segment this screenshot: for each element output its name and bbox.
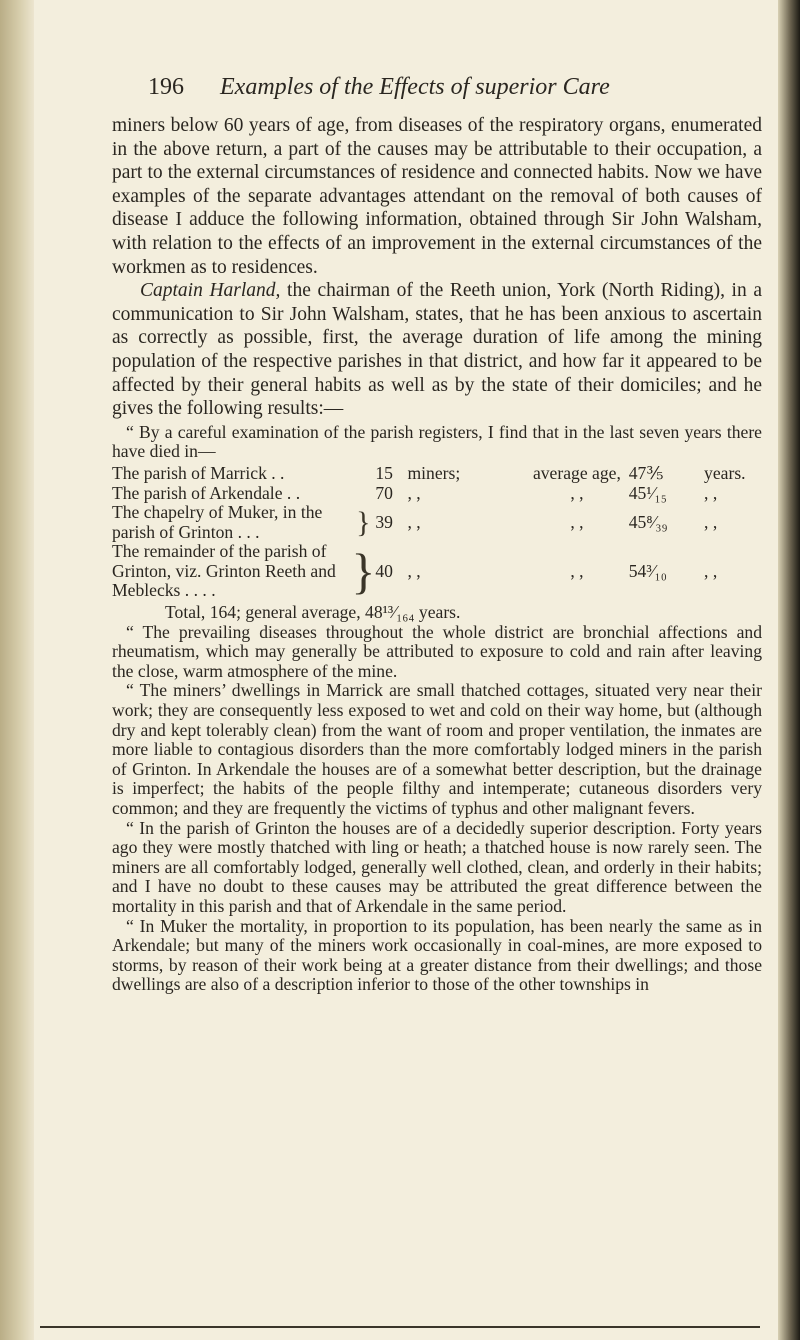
place-name: The parish of Marrick . . [112, 462, 285, 483]
age-unit: , , [704, 511, 718, 532]
count-word: miners; [407, 462, 461, 483]
place-name: The parish of Arkendale . . [112, 482, 301, 503]
table-row [112, 464, 762, 484]
muker-paragraph: “ In Muker the mortality, in proportion to its population, has been nearly the same as in Arkendale; but many of the miners work occasionally in coal-mines, are more exposed to storms, by reason of their work being at a greater distance from their dwellings; and those dwellings are also of a description inferior to those of the other townships in [112, 915, 762, 995]
table-total: Total, 164; general average, 48¹³⁄₁₆₄ years. [165, 602, 461, 623]
harland-text: the chairman of the Reeth union, York (North Riding), in a communication to Sir John Walsham, states, that he has been anxious to ascertain as correctly as possible, first, the average duration of life among the mining population of the respective parishes in that district, and how far it appeared to be affected by their general habits as well as by the state of their domiciles; and he gives the following results:— [112, 280, 762, 420]
count-word: , , [407, 560, 421, 581]
brace-mark: } [351, 542, 376, 599]
harland-name: Captain Harland, [140, 280, 281, 302]
place-name: The remainder of the parish of Grinton, viz. Grinton Reeth and Meblecks . . . . [112, 541, 336, 601]
average-age: 54³⁄₁₀ [628, 560, 667, 581]
running-header [148, 72, 708, 102]
page-body [112, 114, 762, 995]
average-label: , , [570, 511, 584, 532]
count-word: , , [407, 482, 421, 503]
count-word: , , [407, 511, 421, 532]
average-label: average age, [532, 462, 621, 483]
dwellings-paragraph: “ The miners’ dwellings in Marrick are small thatched cottages, situated very near their work; they are consequently less exposed to wet and cold on their way home, but (although dry and kept tolerably clean) from the want of room and proper ventilation, the inmates are more liable to contagious disorders than the more comfortably lodged miners in the parish of Grinton. In Arkendale the houses are of a somewhat better description, but the drainage is imperfect; the habits of the people filthy and intemperate; cutaneous disorders very common; and they are frequently the victims of typhus and other malignant fevers. [112, 680, 762, 818]
average-label: , , [570, 482, 584, 503]
harland-paragraph [112, 279, 762, 421]
page-number: 196 [148, 74, 184, 100]
death-count: 70 [375, 482, 393, 503]
average-label: , , [570, 560, 584, 581]
brace-mark: } [356, 505, 371, 539]
bottom-rule [40, 1326, 760, 1328]
age-unit: , , [704, 560, 718, 581]
running-title: Examples of the Effects of superior Care [220, 74, 610, 100]
age-unit: , , [704, 482, 718, 503]
table-row [112, 484, 762, 504]
death-count: 40 [375, 560, 393, 581]
diseases-paragraph: “ The prevailing diseases throughout the whole district are bronchial affections and rheumatism, which may generally be attributed to exposure to cold and rain after leaving the close, warm atmosphere of the mine. [112, 621, 762, 681]
death-count: 39 [375, 511, 393, 532]
grinton-paragraph: “ In the parish of Grinton the houses are of a decidedly superior description. Forty years ago they were mostly thatched with ling or heath; a thatched house is now rarely seen. The miners are all comfortably lodged, generally well clothed, clean, and orderly in their habits; and I have no doubt to these causes may be attributed the great difference between the mortality in this parish and that of Arkendale in the same period. [112, 817, 762, 916]
average-age: 45¹⁄₁₅ [628, 482, 667, 503]
table-row [112, 503, 762, 542]
quoted-text [112, 423, 762, 995]
death-count: 15 [375, 462, 393, 483]
age-unit: years. [704, 462, 746, 483]
main-text [112, 114, 762, 421]
mortality-table [112, 464, 762, 601]
page-right-edge [778, 0, 800, 1340]
place-name: The chapelry of Muker, in the parish of Grinton . . . [112, 502, 323, 542]
average-age: 45⁸⁄₃₉ [628, 511, 668, 532]
intro-paragraph: miners below 60 years of age, from diseases of the respiratory organs, enumerated in the above return, a part of the causes may be attributable to their occupation, a part to the external circumstances of residence and connected habits. Now we have examples of the separate advantages attendant on the removal of both causes of disease I adduce the following information, obtained through Sir John Walsham, with relation to the effects of an improvement in the external circumstances of the workmen as to residences. [112, 115, 762, 278]
table-row [112, 542, 762, 601]
average-age: 47⅗ [628, 462, 664, 483]
quote-intro: “ By a careful examination of the parish registers, I find that in the last seven years there have died in— [112, 421, 762, 462]
page-left-edge [0, 0, 34, 1340]
